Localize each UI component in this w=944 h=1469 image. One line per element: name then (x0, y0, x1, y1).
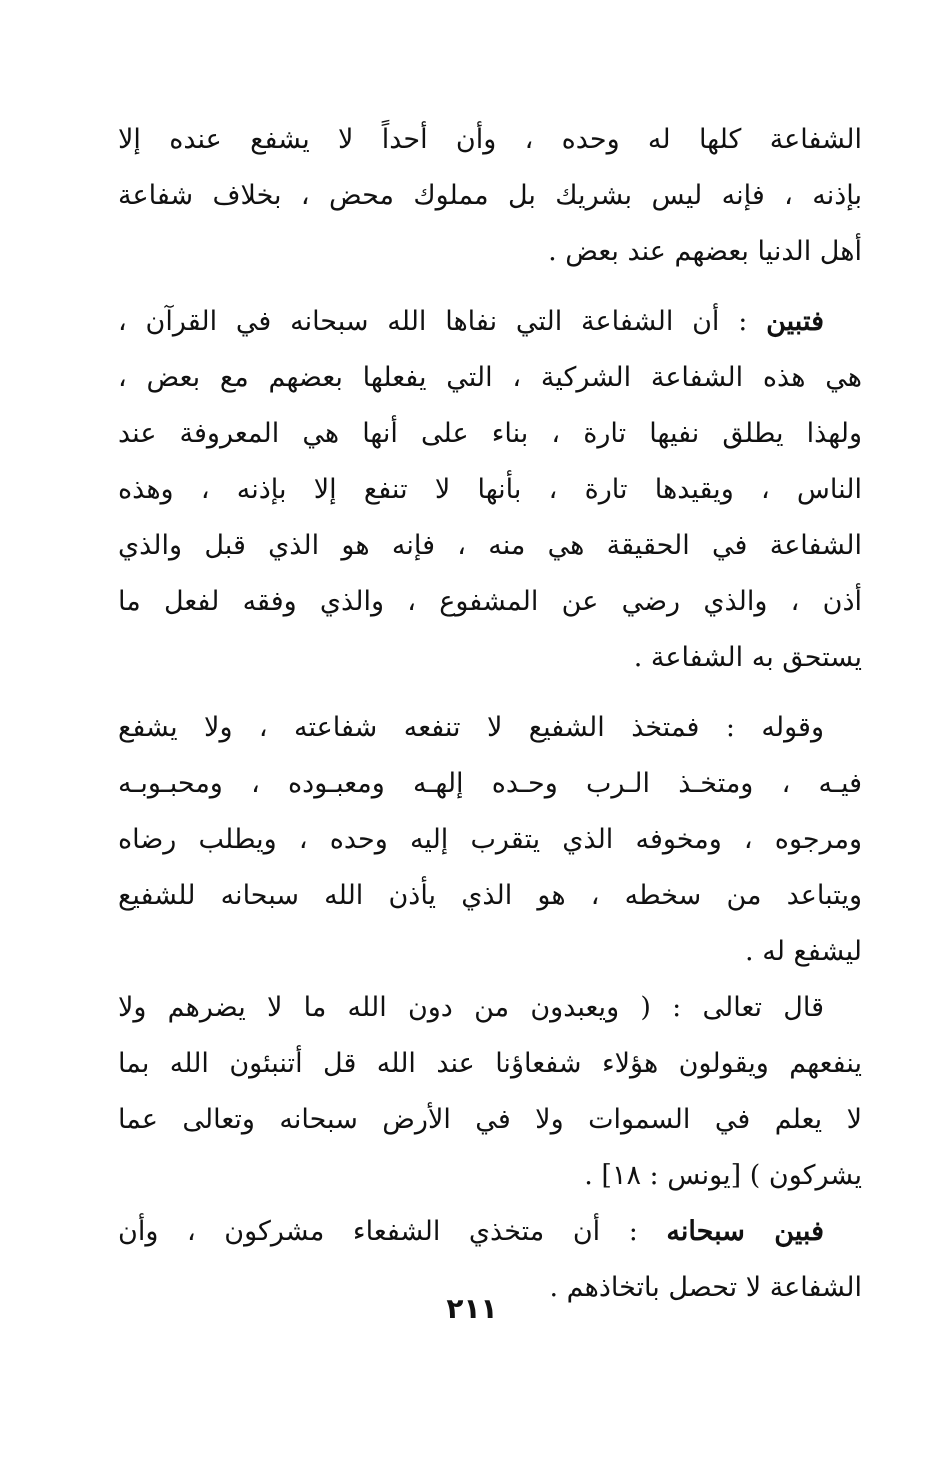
text-line: الناس ، ويقيدها تارة ، بأنها لا تنفع إلا بإذنه ، وهذه (118, 474, 862, 505)
emphasis-word: فتبين (766, 306, 824, 337)
text-line: أذن ، والذي رضي عن المشفوع ، والذي وفقه لفعل ما (118, 586, 862, 617)
text-run: : أن الشفاعة التي نفاها الله سبحانه في القرآن ، (118, 306, 767, 337)
text-line: بإذنه ، فإنه ليس بشريك بل مملوك محض ، بخلاف شفاعة (118, 180, 862, 211)
text-line: الشفاعة لا تحصل باتخاذهم . (549, 1272, 862, 1303)
text-line: ولهذا يطلق نفيها تارة ، بناء على أنها هي المعروفة عند (118, 418, 862, 449)
paragraph-gap (118, 686, 862, 700)
text-line: فيـه ، ومتخـذ الـرب وحـده إلهـه ومعبـوده ، ومحبـوبـه (118, 768, 862, 799)
text-line: يستحق به الشفاعة . (633, 642, 862, 673)
text-line: وقوله : فمتخذ الشفيع لا تنفعه شفاعته ، ولا يشفع (118, 712, 824, 743)
text-line: الشفاعة كلها له وحده ، وأن أحداً لا يشفع عنده إلا (118, 124, 862, 155)
text-line: ليشفع له . (745, 936, 862, 967)
text-line: يشركون ) [يونس : ١٨] . (584, 1160, 862, 1191)
text-line: ويتباعد من سخطه ، هو الذي يأذن الله سبحانه للشفيع (118, 880, 862, 911)
text-line: هي هذه الشفاعة الشركية ، التي يفعلها بعضهم مع بعض ، (118, 362, 862, 393)
text-line: لا يعلم في السموات ولا في الأرض سبحانه وتعالى عما (118, 1104, 862, 1135)
text-run: : أن متخذي الشفعاء مشركون ، وأن (118, 1216, 667, 1247)
text-line (118, 1204, 862, 1260)
text-line (118, 294, 862, 350)
emphasis-word: فبين سبحانه (666, 1216, 824, 1247)
text-line: قال تعالى : ( ويعبدون من دون الله ما لا يضرهم ولا (118, 992, 824, 1023)
text-line: أهل الدنيا بعضهم عند بعض . (548, 236, 862, 267)
text-line: الشفاعة في الحقيقة هي منه ، فإنه هو الذي قبل والذي (118, 530, 862, 561)
page-number: ٢١١ (446, 1292, 498, 1325)
paragraph-gap (118, 280, 862, 294)
text-line: ومرجوه ، ومخوفه الذي يتقرب إليه وحده ، ويطلب رضاه (118, 824, 862, 855)
body-text (118, 112, 862, 1316)
text-line: ينفعهم ويقولون هؤلاء شفعاؤنا عند الله قل أتنبئون الله بما (118, 1048, 862, 1079)
